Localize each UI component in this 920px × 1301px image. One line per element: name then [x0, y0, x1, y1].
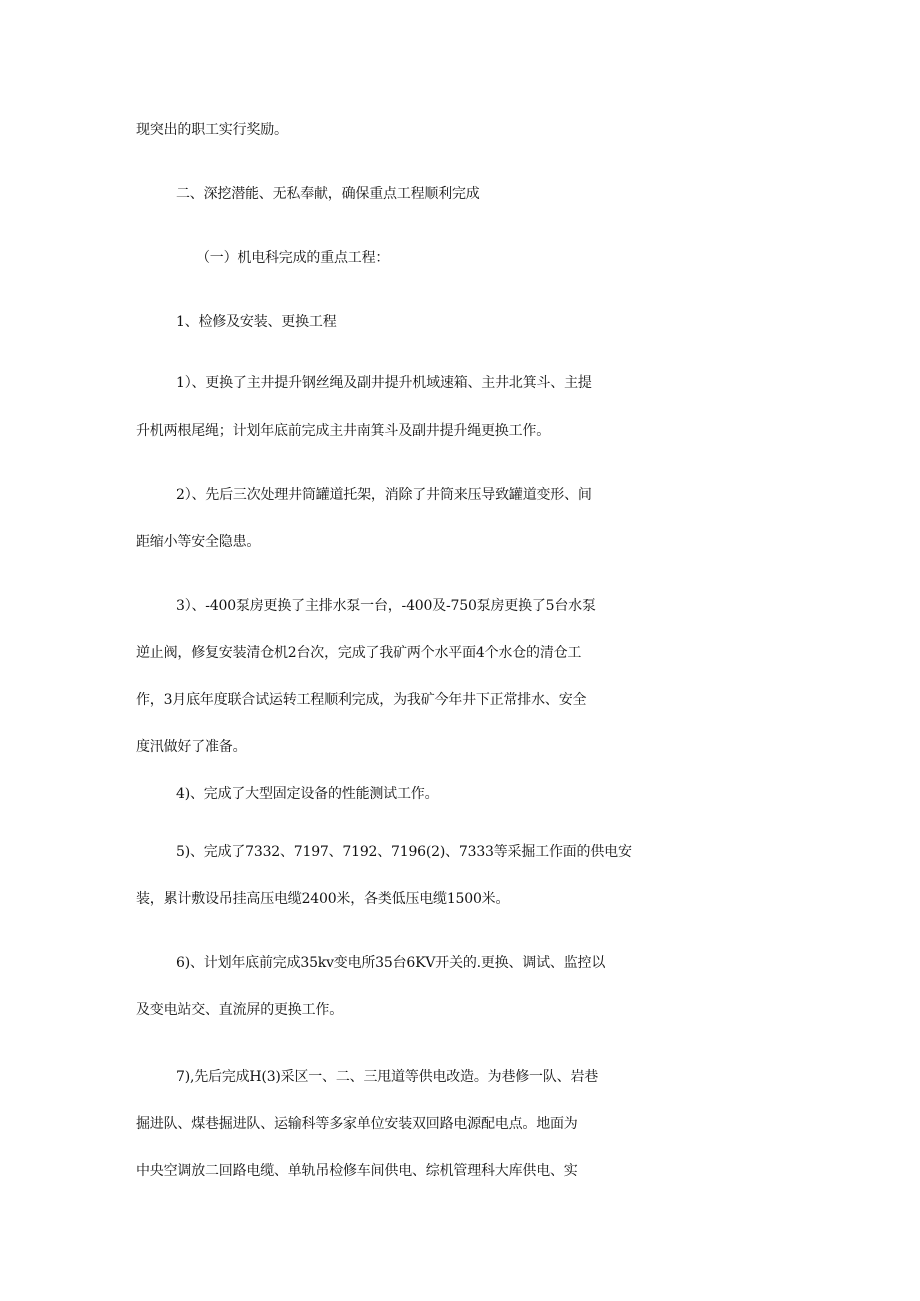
section-heading: 二、深挖潜能、无私奉献，确保重点工程顺利完成	[176, 186, 480, 202]
text-line: 中央空调放二回路电缆、单轨吊检修车间供电、综机管理科大库供电、实	[136, 1163, 578, 1179]
text-line: 6)、计划年底前完成35kv变电所35台6KV开关的.更换、调试、监控以	[176, 955, 606, 971]
text-line: 现突出的职工实行奖励。	[136, 122, 288, 138]
text-line: 作，3月底年度联合试运转工程顺利完成，为我矿今年井下正常排水、安全	[136, 692, 587, 708]
text-line: 装，累计敷设吊挂高压电缆2400米，各类低压电缆1500米。	[136, 891, 510, 907]
text-line: 掘进队、煤巷掘进队、运输科等多家单位安装双回路电源配电点。地面为	[136, 1116, 578, 1132]
text-line: 度汛做好了准备。	[136, 739, 247, 755]
text-line: 5)、完成了7332、7197、7192、7196(2)、7333等采掘工作面的供电安	[176, 844, 632, 860]
text-line: 4)、完成了大型固定设备的性能测试工作。	[176, 786, 439, 802]
text-line: 2）、先后三次处理井筒罐道托架，消除了井筒来压导致罐道变形、间	[176, 487, 592, 503]
text-line: 距缩小等安全隐患。	[136, 534, 261, 550]
text-line: 1）、更换了主井提升钢丝绳及副井提升机域速箱、主井北箕斗、主提	[176, 375, 592, 391]
subsection-heading: （一）机电科完成的重点工程：	[196, 250, 390, 266]
text-line: 升机两根尾绳；计划年底前完成主井南箕斗及副井提升绳更换工作。	[136, 423, 550, 439]
text-line: 及变电站交、直流屏的更换工作。	[136, 1002, 343, 1018]
text-line: 逆止阀，修复安装清仓机2台次，完成了我矿两个水平面4个水仓的清仓工	[136, 645, 582, 661]
text-line: 7),先后完成H(3)采区一、二、三甩道等供电改造。为巷修一队、岩巷	[176, 1069, 599, 1085]
item-heading: 1、检修及安装、更换工程	[176, 314, 337, 330]
text-line: 3）、-400泵房更换了主排水泵一台，-400及-750泵房更换了5台水泵	[176, 598, 596, 614]
